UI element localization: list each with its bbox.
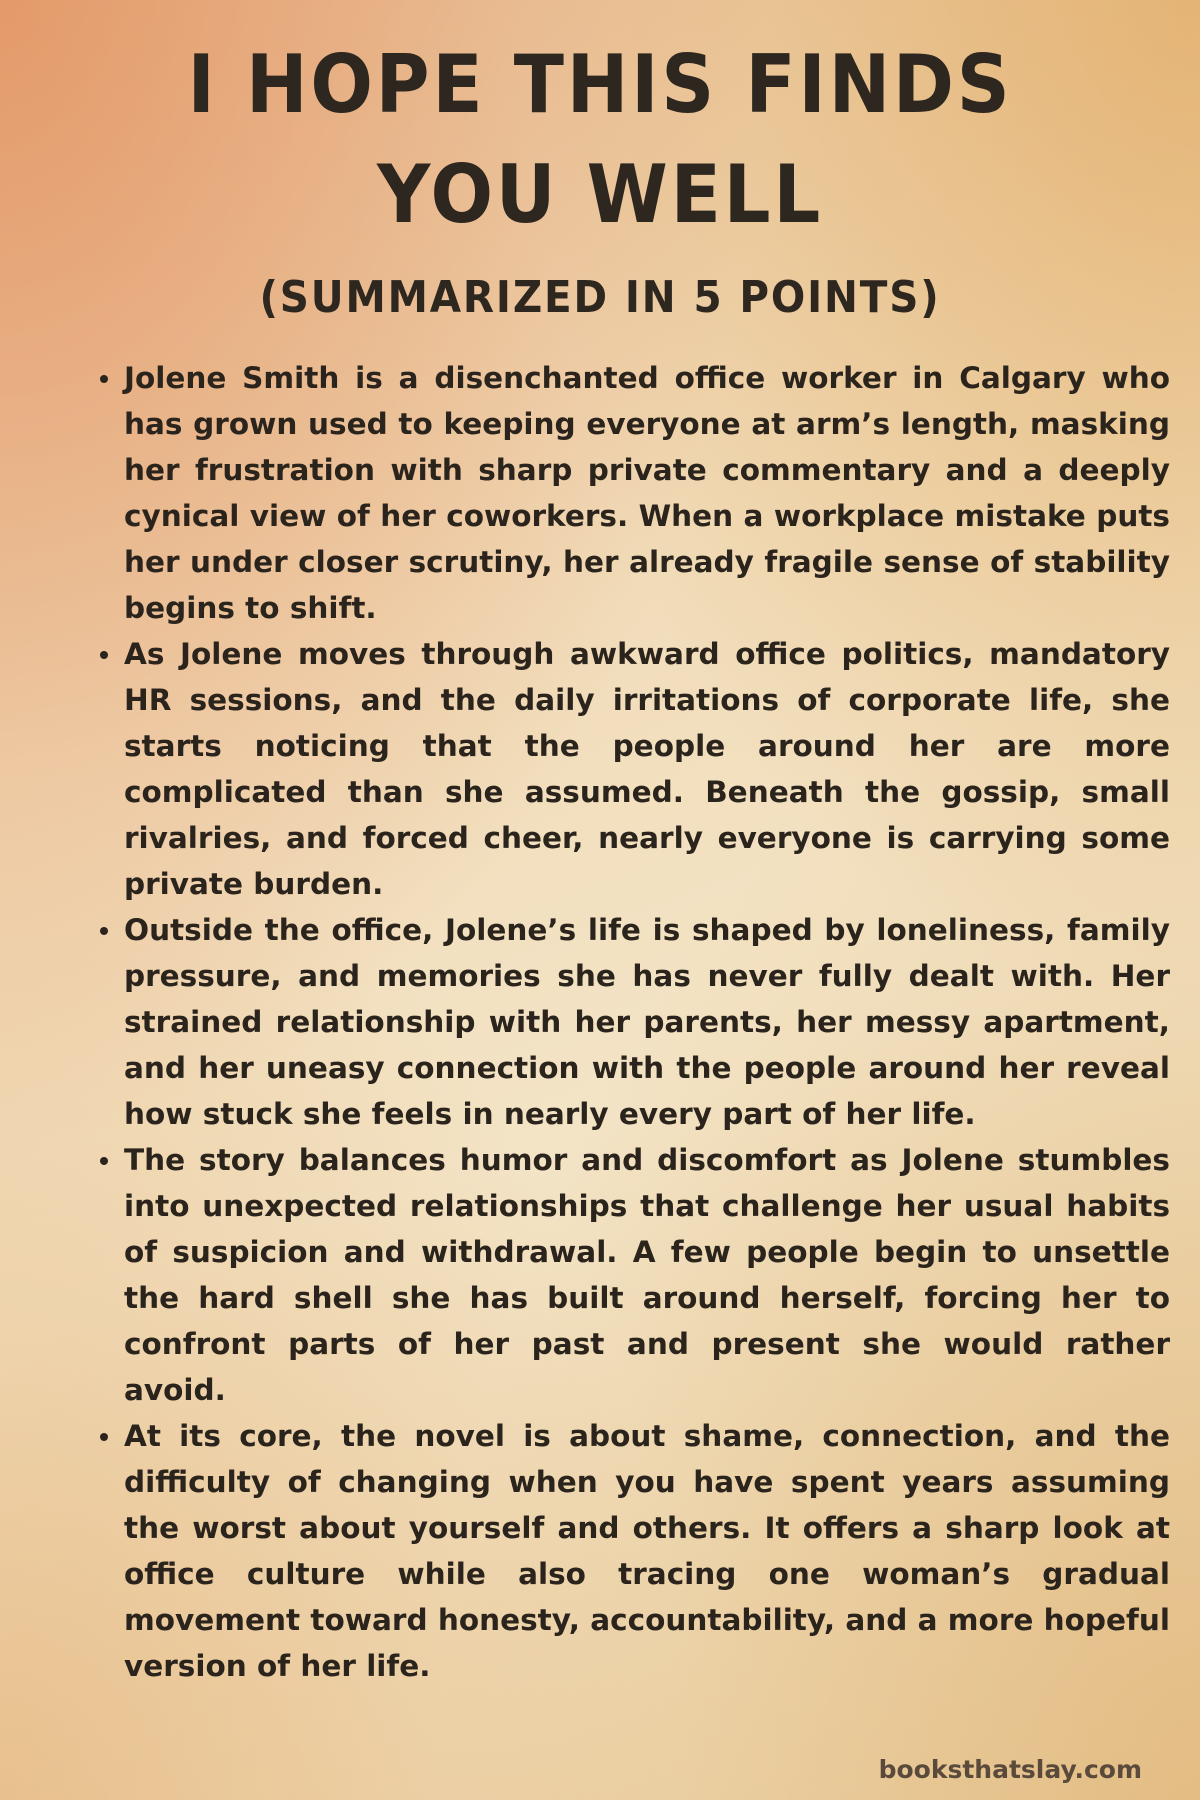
summary-point: Jolene Smith is a disenchanted office worker in Calgary who has grown used to keeping everyone at arm’s length, masking her frustration with sharp private commentary and a deeply cynical view of her coworkers. When a workplace mistake puts her under closer scrutiny, her already fragile sense of stability begins to shift.: [124, 355, 1170, 631]
summary-point: Outside the office, Jolene’s life is shaped by loneliness, family pressure, and memories she has never fully dealt with. Her strained relationship with her parents, her messy apartment, and her uneasy connection with the people around her reveal how stuck she feels in nearly every part of her life.: [124, 907, 1170, 1137]
summary-point: As Jolene moves through awkward office politics, mandatory HR sessions, and the daily irritations of corporate life, she starts noticing that the people around her are more complicated than she assumed. Beneath the gossip, small rivalries, and forced cheer, nearly everyone is carrying some private burden.: [124, 631, 1170, 907]
summary-list: [96, 355, 1170, 1689]
site-credit: booksthatslay.com: [878, 1755, 1142, 1784]
summary-point: The story balances humor and discomfort as Jolene stumbles into unexpected relationships that challenge her usual habits of suspicion and withdrawal. A few people begin to unsettle the hard shell she has built around herself, forcing her to confront parts of her past and present she would rather avoid.: [124, 1137, 1170, 1413]
summary-point: At its core, the novel is about shame, connection, and the difficulty of changing when you have spent years assuming the worst about yourself and others. It offers a sharp look at office culture while also tracing one woman’s gradual movement toward honesty, accountability, and a more hopeful version of her life.: [124, 1413, 1170, 1689]
page-subtitle: (SUMMARIZED IN 5 POINTS): [259, 272, 941, 323]
page-title: I HOPE THIS FINDS YOU WELL: [187, 38, 1013, 241]
